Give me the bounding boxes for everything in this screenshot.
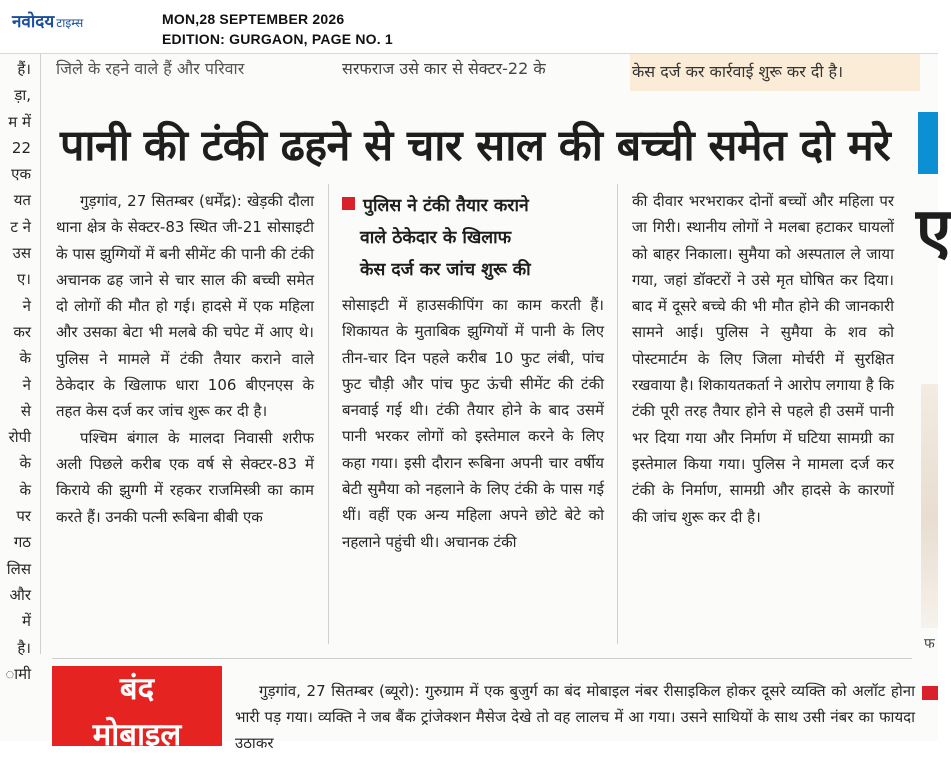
strap-line: पुलिस ने टंकी तैयार कराने — [342, 190, 612, 222]
edge-fragment-line: है। — [17, 638, 31, 657]
article-paragraph: की दीवार भरभराकर दोनों बच्चों और महिला पर जा गिरी। स्थानीय लोगों ने मलबा हटाकर घायलों को बाहर निकाला। सुमैया को अस्पताल ले जाया गया, जहां डॉक्टरों ने उसे मृत घोषित कर दिया। बाद में दूसरे बच्चे की भी मौत होने की जानकारी सामने आई। पुलिस ने सुमैया के शव को पोस्टमार्टम के लिए जिला मोर्चरी में सुरक्षित रखवाया है। शिकायतकर्ता ने आरोप लगाया है कि टंकी पूरी तरह तैयार होने से पहले ही उसमें पानी भर दिया गया और निर्माण में घटिया सामग्री का इस्तेमाल किया गया। पुलिस ने मामला दर्ज कर टंकी के निर्माण, सामग्री और हादसे के कारणों की जांच शुरू कर दी है। — [632, 192, 894, 526]
edge-fragment-line: यत — [13, 191, 31, 210]
column-divider — [617, 184, 618, 644]
epaper-header — [0, 0, 938, 54]
edge-fragment-line: पर — [16, 507, 31, 526]
edge-fragment-line: के — [19, 454, 31, 473]
side-story-blue-banner — [918, 112, 938, 174]
bottom-story-promo-box[interactable] — [52, 666, 222, 753]
newspaper-logo[interactable] — [12, 9, 83, 32]
newspaper-page — [0, 54, 951, 753]
edge-fragment-line: से — [20, 401, 31, 420]
edge-fragment-line: ड़ा, — [14, 86, 31, 105]
article-paragraph: गुड़गांव, 27 सितम्बर (धर्मेंद्र): खेड़की दौला थाना क्षेत्र के सेक्टर-83 स्थित जी-21 सोसाइटी के पास झुग्गियों में बनी सीमेंट की पानी की टंकी अचानक ढह जाने से चार साल की बच्ची समेत दो लोगों की मौत हो गई। हादसे में एक महिला और उसका बेटा भी मलबे की चपेट में आए थे। पुलिस ने मामले में टंकी तैयार कराने वाले ठेकेदार के खिलाफ धारा 106 बीएनएस के तहत केस दर्ज कर जांच शुरू कर दी है। — [56, 192, 314, 421]
article-column-3 — [632, 188, 894, 530]
column-divider — [40, 54, 41, 654]
article-strap — [342, 190, 612, 286]
edition-line: EDITION: GURGAON, PAGE NO. 1 — [162, 31, 393, 47]
edge-fragment-line: उस — [12, 244, 31, 263]
side-story-photo — [921, 384, 938, 628]
side-story-red-bullet-icon — [922, 686, 938, 700]
edge-fragment-line: ट ने — [10, 217, 31, 236]
edge-fragment-line: एक — [11, 165, 31, 184]
story-divider — [52, 658, 912, 659]
edge-fragment-line: कर — [13, 322, 31, 341]
article-paragraph: पश्चिम बंगाल के मालदा निवासी शरीफ अली पिछले करीब एक वर्ष से सेक्टर-83 में किराये की झुग्गी में रहकर राजमिस्त्री का काम करते हैं। उनकी पत्नी रूबिना बीबी एक — [56, 428, 314, 526]
side-story-headline-fragment[interactable]: ए — [916, 195, 951, 269]
logo-text: नवोदय — [12, 12, 55, 32]
edge-fragment-line: ने — [22, 296, 31, 315]
edge-fragment-line: के — [19, 480, 31, 499]
edge-fragment-line: गठ — [13, 533, 31, 552]
edge-fragment-line: ए। — [17, 270, 31, 289]
edition-info — [162, 9, 393, 49]
side-story-caption-fragment: फ — [924, 636, 935, 652]
article-paragraph: सोसाइटी में हाउसकीपिंग का काम करती हैं। शिकायत के मुताबिक झुग्गियों में पानी के लिए तीन-चार दिन पहले करीब 10 फुट लंबी, पांच फुट चौड़ी और पांच फुट ऊंची सीमेंट की टंकी बनवाई गई थी। टंकी तैयार होने के बाद उसमें पानी भरकर लोगों को इस्तेमाल करने के लिए कहा गया। इसी दौरान रूबिना अपनी चार वर्षीय बेटी सुमैया को नहलाने के लिए टंकी के पास गई थीं। वहीं एक अन्य महिला अपने छोटे बेटे को नहलाने पहुंची थी। अचानक टंकी — [342, 296, 604, 551]
top-fragment-col3-highlight: केस दर्ज कर कार्रवाई शुरू कर दी है। — [630, 54, 920, 91]
article-headline[interactable]: पानी की टंकी ढहने से चार साल की बच्ची समेत दो मरे — [60, 121, 891, 171]
logo-subtext: टाइम्स — [56, 16, 84, 30]
edge-fragment-line: हैं। — [17, 60, 31, 78]
edge-fragment-line: लिस — [6, 559, 31, 578]
date-line: MON,28 SEPTEMBER 2026 — [162, 11, 345, 27]
edge-fragment-line: और — [9, 585, 31, 604]
article-column-1 — [56, 188, 314, 530]
promo-line: बंद — [119, 671, 155, 707]
promo-line: मोबाइल — [92, 717, 182, 753]
red-square-bullet-icon — [342, 197, 355, 210]
article-column-2 — [342, 292, 604, 555]
article-paragraph: गुड़गांव, 27 सितम्बर (ब्यूरो): गुरुग्राम में एक बुजुर्ग का बंद मोबाइल नंबर रीसाइकिल होकर दूसरे व्यक्ति को अलॉट होना भारी पड़ गया। व्यक्ति ने जब बैंक ट्रांजेक्शन मैसेज देखे तो वह लालच में आ गया। उसने साथियों के साथ उसी नंबर का फायदा उठाकर — [235, 682, 915, 752]
top-fragment-col2: सरफराज उसे कार से सेक्टर-22 के — [342, 59, 546, 78]
edge-fragment-line: रोपी — [8, 428, 31, 447]
edge-fragment-line: ामी — [5, 664, 31, 683]
left-edge-fragments — [0, 56, 31, 687]
strap-line: वाले ठेकेदार के खिलाफ — [360, 228, 512, 248]
strap-line: केस दर्ज कर जांच शुरू की — [360, 260, 531, 280]
edge-fragment-line: म में — [8, 112, 31, 131]
edge-fragment-line: में — [22, 612, 31, 631]
bottom-story-text — [235, 678, 915, 756]
edge-fragment-line: के — [19, 349, 31, 368]
column-divider — [328, 184, 329, 644]
top-fragment-col1: जिले के रहने वाले हैं और परिवार — [56, 59, 245, 78]
edge-fragment-line: 22 — [11, 138, 31, 157]
edge-fragment-line: ने — [22, 375, 31, 394]
